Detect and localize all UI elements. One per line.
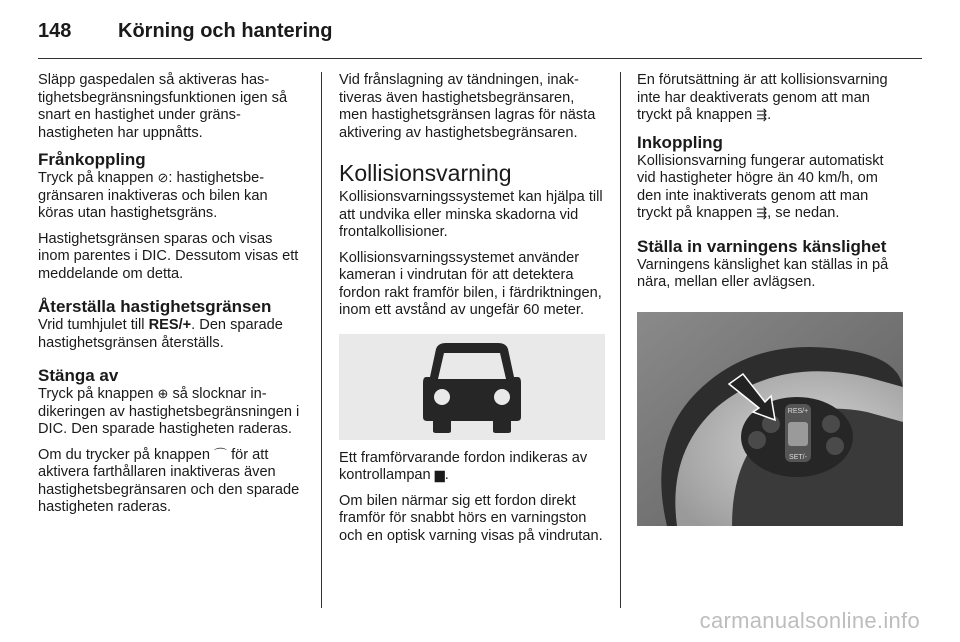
column-3 [637,72,903,531]
watermark: carmanualsonline.info [699,608,920,633]
paragraph: Om du trycker på knappen ⌒ för att aktivera farthållaren inaktiveras även hastighetsbegränsaren och den sparade hastigheten raderas. [38,446,300,515]
heading-engage: Inkoppling [637,132,723,152]
paragraph: Tryck på knappen ⊕ så slocknar indikeringen av hastighetsbegränsningen i DIC. Den sparade hastigheten raderas. [38,386,300,437]
page-header [38,20,332,43]
cruise-button [748,431,766,449]
paragraph: En förutsättning är att kollisionsvarning inte har deaktiverats genom att man tryckt på knappen ⇶. [637,72,888,123]
column-2 [339,72,605,553]
paragraph: Kollisionsvarning fungerar automatiskt vid hastigheter högre än 40 km/h, om den inte inaktiverats genom att man tryckt på knappen ⇶, se nedan. [637,152,884,221]
paragraph: Ett framförvarande fordon indikeras av kontrollampan ▆. [339,449,588,483]
distance-button [826,437,844,455]
set-wheel-label: SET/- [789,453,807,461]
paragraph: Vid frånslagning av tändningen, inaktiveras även hastighetsbegränsaren, men hastighetsgränsen lagras för nästa aktivering av hastighetsbegränsaren. [339,72,596,141]
column-divider [620,72,621,608]
page-number: 148 [38,20,72,42]
paragraph: Varningens känslighet kan ställas in på nära, mellan eller avlägsen. [637,256,889,290]
paragraph: Kollisionsvarningssystemet använder kameran i vindrutan för att detektera fordon rakt framför bilen, i färdriktningen, inom ett avstånd av ungefär 60 meter. [339,249,602,318]
collision-alert-button-icon: ⇶ [756,107,768,122]
column-1 [38,72,304,525]
vehicle-ahead-figure [339,334,605,440]
paragraph: Tryck på knappen ⊘: hastighetsbegränsaren inaktiveras och bilen kan köras utan hastighetsgräns. [38,170,268,221]
cruise-control-icon: ⌒ [214,446,228,462]
vehicle-ahead-icon: ▆ [434,467,445,482]
paragraph: Hastighetsgränsen sparas och visas inom parentes i DIC. Dessutom visas ett meddelande om detta. [38,230,299,282]
steering-wheel-figure [637,312,903,526]
collision-alert-button-icon: ⇶ [756,205,768,220]
heading-restore: Återställa hastighetsgränsen [38,297,272,316]
res-wheel-label: RES/+ [787,407,809,415]
paragraph: Vrid tumhjulet till RES/+. Den sparade hastighetsgränsen återställs. [38,317,283,351]
column-divider [321,72,322,608]
paragraph: Om bilen närmar sig ett fordon direkt framför för snabbt hörs en varningston och en optisk varning visas på vindrutan. [339,492,603,544]
chapter-title: Körning och hantering [118,20,333,42]
res-label: RES/+ [148,317,192,333]
heading-disengage: Frånkoppling [38,150,146,169]
heading-collision-warning: Kollisionsvarning [339,160,512,186]
vehicle-ahead-icon [422,341,522,433]
paragraph: Släpp gaspedalen så aktiveras hastighetsbegränsningsfunktionen igen så snart en hastighet under gränshastigheten har uppnåtts. [38,72,288,141]
heading-off: Stänga av [38,366,119,385]
paragraph: Kollisionsvarningssystemet kan hjälpa till att undvika eller minska skadorna vid frontalkollisioner. [339,189,603,240]
limiter-button [822,415,840,433]
header-divider [38,58,922,59]
speed-limiter-off-icon: ⊘ [157,170,169,185]
speed-limiter-icon: ⊕ [157,386,169,401]
heading-sensitivity: Ställa in varningens känslighet [637,236,887,256]
